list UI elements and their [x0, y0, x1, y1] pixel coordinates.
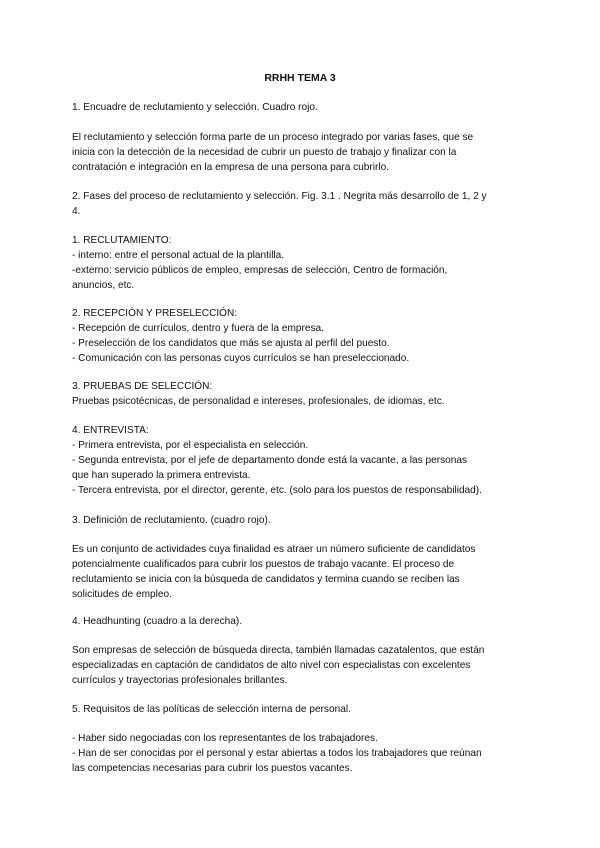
section-heading-definicion	[72, 513, 534, 528]
section-heading-requisitos	[72, 702, 534, 717]
section-heading-fases	[72, 189, 534, 219]
text-line: Pruebas psicotécnicas, de personalidad e intereses, profesionales, de idiomas, etc.	[72, 396, 445, 407]
paragraph-intro	[72, 130, 534, 175]
list-requisitos	[72, 731, 534, 776]
text-line: especializadas en captación de candidatos de alto nivel con especialistas con excelentes	[72, 660, 471, 671]
text-line: 1. RECLUTAMIENTO:	[72, 235, 172, 246]
paragraph-definicion	[72, 542, 534, 602]
text-line: solicitudes de empleo.	[72, 589, 172, 600]
text-line: 4. Headhunting (cuadro a la derecha).	[72, 616, 243, 627]
list-entrevista	[72, 423, 534, 498]
document-title: RRHH TEMA 3	[264, 72, 336, 84]
text-line: - interno: entre el personal actual de la plantilla.	[72, 250, 285, 261]
text-line: - Preselección de los candidatos que más se ajusta al perfil del puesto.	[72, 338, 390, 349]
text-line: - Haber sido negociadas con los representantes de los trabajadores.	[72, 733, 378, 744]
text-line: reclutamiento se inicia con la búsqueda de candidatos y termina cuando se reciben las	[72, 574, 460, 585]
text-line: El reclutamiento y selección forma parte de un proceso integrado por varias fases, que se	[72, 132, 474, 143]
text-line: Son empresas de selección de búsqueda directa, también llamadas cazatalentos, que están	[72, 645, 485, 656]
text-line: 1. Encuadre de reclutamiento y selección. Cuadro rojo.	[72, 102, 318, 113]
paragraph-headhunting	[72, 643, 534, 688]
text-line: las competencias necesarias para cubrir los puestos vacantes.	[72, 763, 353, 774]
text-line: 3. Definición de reclutamiento. (cuadro rojo).	[72, 515, 271, 526]
text-line: - Han de ser conocidas por el personal y estar abiertas a todos los trabajadores que reúnan	[72, 748, 482, 759]
section-heading-encuadre	[72, 100, 534, 115]
text-line: - Primera entrevista, por el especialista en selección.	[72, 440, 309, 451]
text-line: 3. PRUEBAS DE SELECCIÓN:	[72, 381, 213, 392]
text-line: - Segunda entrevista, por el jefe de departamento donde está la vacante, a las personas	[72, 455, 468, 466]
text-line: 4. ENTREVISTA:	[72, 425, 149, 436]
text-line: - Comunicación con las personas cuyos currículos se han preseleccionado.	[72, 353, 410, 364]
text-line: 2. RECEPCIÓN Y PRESELECCIÓN:	[72, 308, 238, 319]
text-line: -externo: servicio públicos de empleo, empresas de selección, Centro de formación,	[72, 265, 448, 276]
text-line: Es un conjunto de actividades cuya finalidad es atraer un número suficiente de candidatos	[72, 544, 476, 555]
text-line: - Tercera entrevista, por el director, gerente, etc. (solo para los puestos de responsabilidad).	[72, 485, 482, 496]
text-line: 5. Requisitos de las políticas de selección interna de personal.	[72, 704, 351, 715]
text-line: inicia con la detección de la necesidad de cubrir un puesto de trabajo y finalizar con la	[72, 147, 457, 158]
text-line: anuncios, etc.	[72, 280, 135, 291]
text-line: - Recepción de currículos, dentro y fuera de la empresa.	[72, 323, 324, 334]
text-line: currículos y trayectorias profesionales brillantes.	[72, 675, 288, 686]
section-heading-headhunting	[72, 614, 534, 629]
text-line: que han superado la primera entrevista.	[72, 470, 251, 481]
text-line: 2. Fases del proceso de reclutamiento y selección. Fig. 3.1 . Negrita más desarrollo de 1, 2 y	[72, 191, 487, 202]
text-line: contratación e integración en la empresa de una persona para cubrirlo.	[72, 162, 390, 173]
text-line: 4.	[72, 206, 81, 217]
text-line: potencialmente cualificados para cubrir los puestos de trabajo vacante. El proceso de	[72, 559, 455, 570]
list-recepcion	[72, 306, 534, 366]
list-reclutamiento	[72, 233, 534, 293]
list-pruebas	[72, 379, 534, 409]
